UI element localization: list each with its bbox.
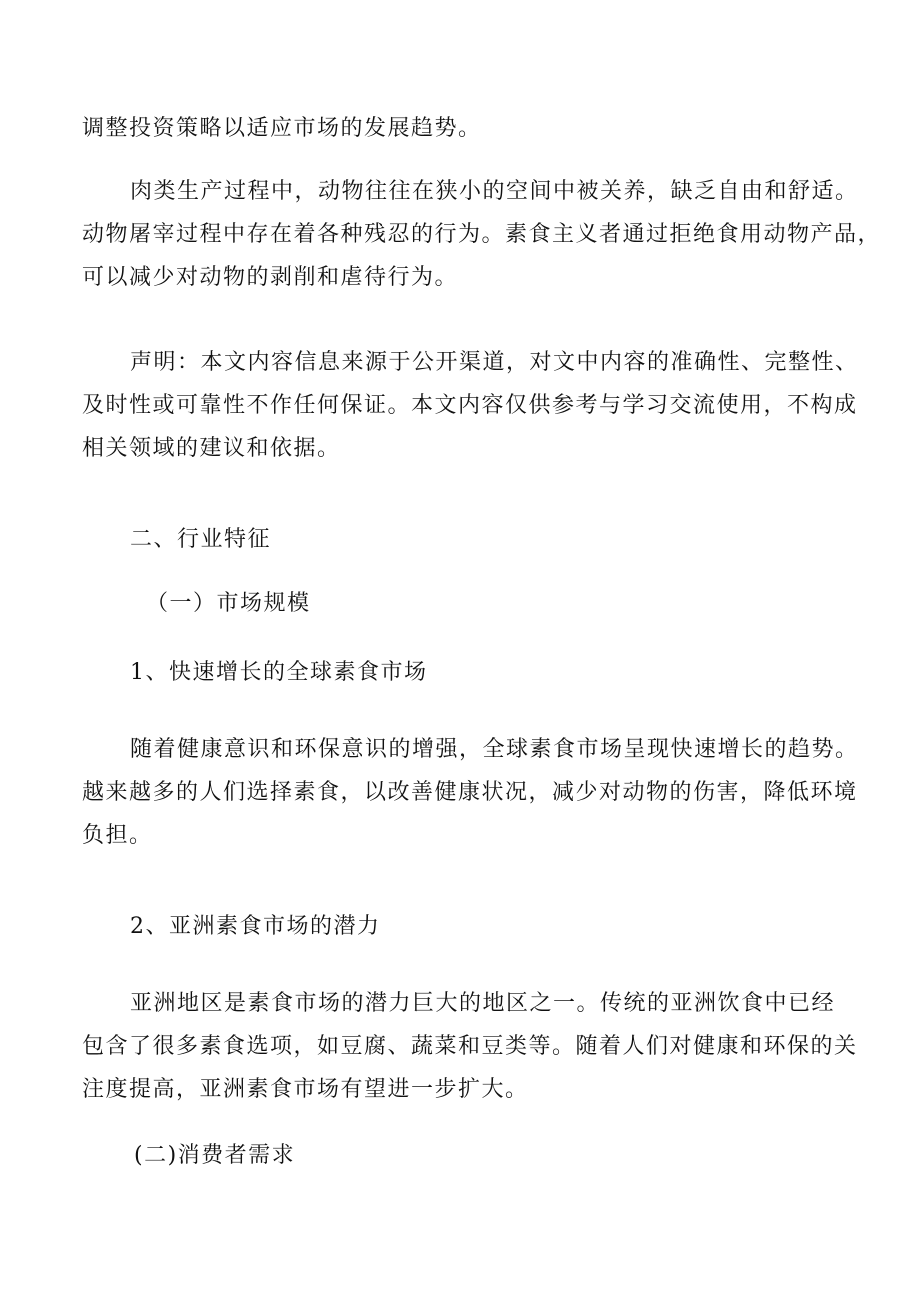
paragraph-line: 随着健康意识和环保意识的增强，全球素食市场呈现快速增长的趋势。 xyxy=(130,737,859,762)
paragraph-animal-welfare xyxy=(82,170,882,299)
item-heading: 1、快速增长的全球素食市场 xyxy=(130,660,428,685)
paragraph-disclaimer xyxy=(82,341,859,470)
paragraph-line: 越来越多的人们选择素食，以改善健康状况，减少对动物的伤害，降低环境 xyxy=(82,780,858,805)
paragraph-continuation xyxy=(82,107,842,150)
subsection-heading: (二)消费者需求 xyxy=(134,1143,296,1168)
paragraph-line: 可以减少对动物的剥削和虐待行为。 xyxy=(82,265,459,290)
paragraph-line: 动物屠宰过程中存在着各种残忍的行为。素食主义者通过拒绝食用动物产品， xyxy=(82,222,882,247)
paragraph-global-market xyxy=(82,728,859,857)
paragraph-line: 声明：本文内容信息来源于公开渠道，对文中内容的准确性、完整性、 xyxy=(130,350,859,375)
paragraph-line: 调整投资策略以适应市场的发展趋势。 xyxy=(82,116,482,141)
subsection-heading: （一）市场规模 xyxy=(146,591,311,616)
paragraph-line: 注度提高，亚洲素食市场有望进一步扩大。 xyxy=(82,1077,529,1102)
item-heading: 2、亚洲素食市场的潜力 xyxy=(130,914,381,939)
paragraph-line: 肉类生产过程中，动物往往在狭小的空间中被关养，缺乏自由和舒适。 xyxy=(130,179,859,204)
paragraph-line: 包含了很多素食选项，如豆腐、蔬菜和豆类等。随着人们对健康和环保的关 xyxy=(82,1034,858,1059)
paragraph-asia-market xyxy=(82,982,858,1111)
section-heading: 二、行业特征 xyxy=(130,527,272,552)
paragraph-line: 负担。 xyxy=(82,823,153,848)
paragraph-line: 亚洲地区是素食市场的潜力巨大的地区之一。传统的亚洲饮食中已经 xyxy=(130,991,836,1016)
paragraph-line: 相关领域的建议和依据。 xyxy=(82,436,341,461)
paragraph-line: 及时性或可靠性不作任何保证。本文内容仅供参考与学习交流使用，不构成 xyxy=(82,393,858,418)
